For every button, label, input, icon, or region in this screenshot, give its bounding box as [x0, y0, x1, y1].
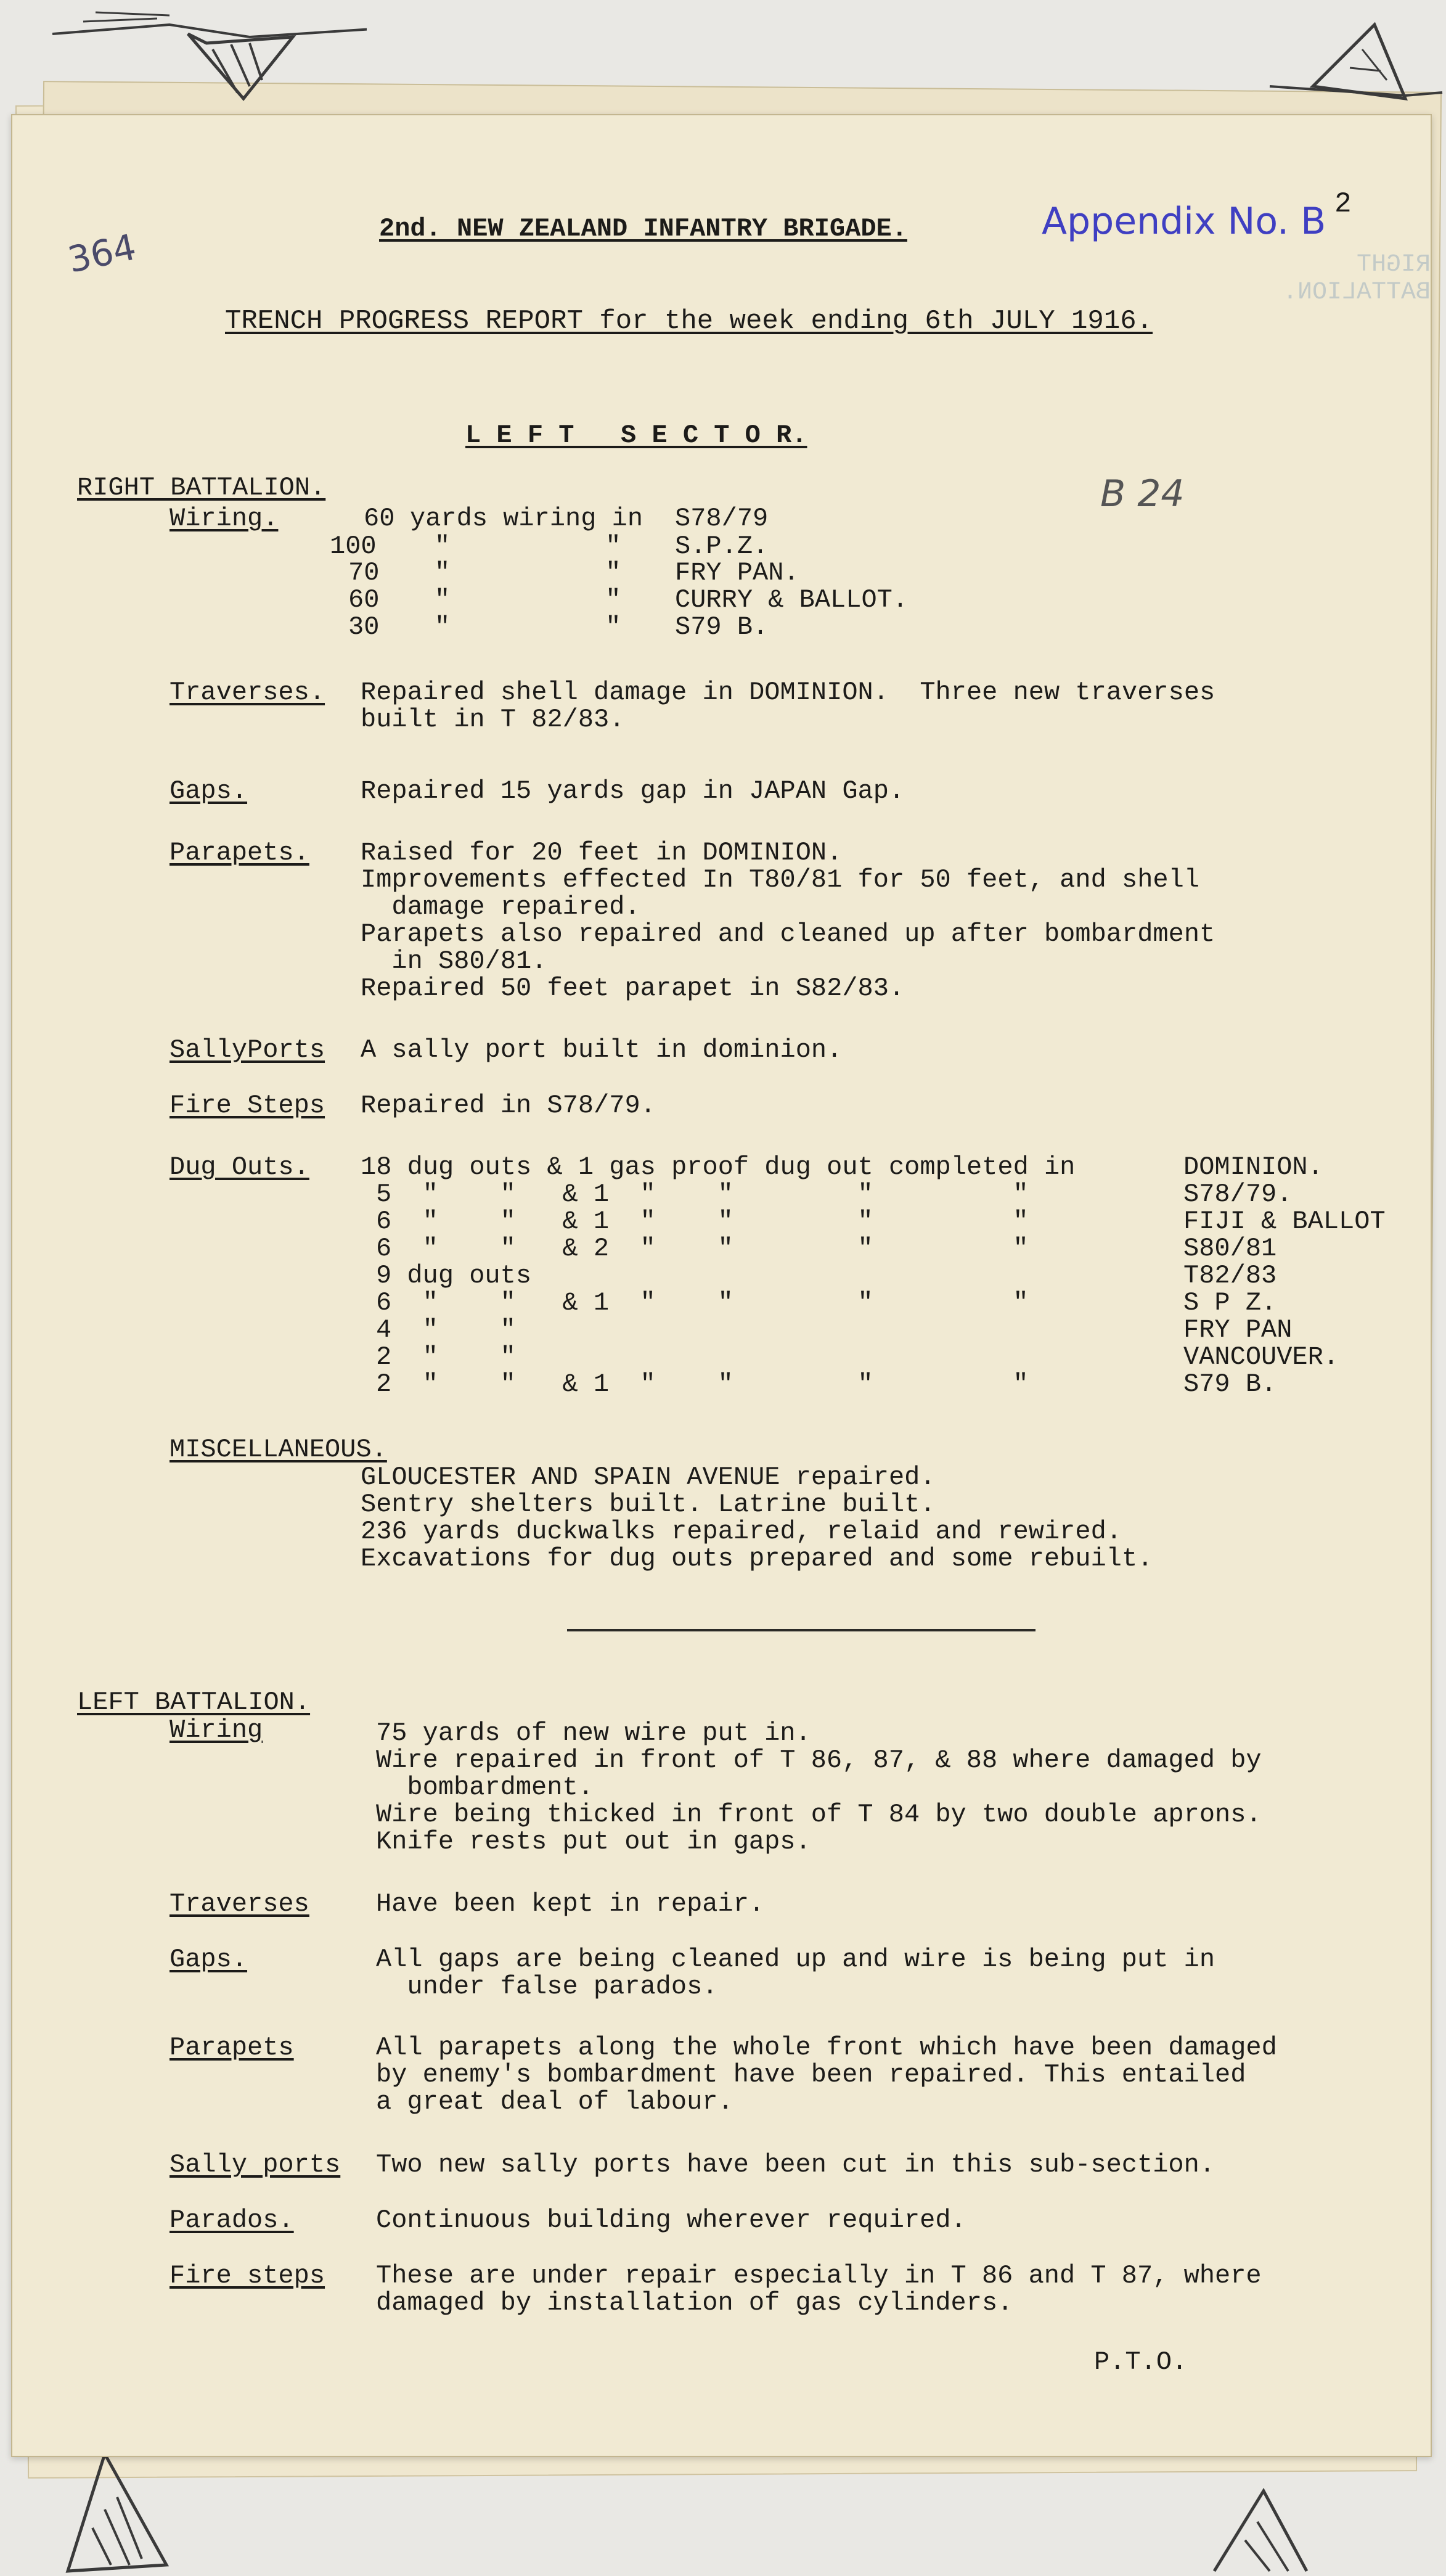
rb-parapets-line: Improvements effected In T80/81 for 50 feet, and shell: [361, 865, 1200, 895]
right-battalion-heading: RIGHT BATTALION.: [77, 473, 326, 502]
rb-wiring-qty: 60: [348, 585, 380, 615]
section-divider: [567, 1629, 1035, 1631]
rb-misc-line: Excavations for dug outs prepared and some rebuilt.: [361, 1544, 1153, 1573]
document-page: [11, 114, 1432, 2457]
pencil-sketch-icon: [1257, 12, 1446, 117]
rb-wiring-qty: 100: [330, 531, 377, 561]
rb-sallyports-label: SallyPorts: [170, 1035, 325, 1065]
rb-gaps-label: Gaps.: [170, 776, 248, 806]
pencil-sketch-icon: [1202, 2479, 1313, 2576]
pencil-annotation: B 24: [1100, 472, 1185, 515]
brigade-heading: 2nd. NEW ZEALAND INFANTRY BRIGADE.: [379, 214, 907, 244]
rb-wiring-desc: yards wiring in: [410, 504, 643, 533]
rb-sallyports-line: A sally port built in dominion.: [361, 1035, 843, 1065]
lb-wiring-label: Wiring: [170, 1715, 263, 1745]
rb-dugouts-desc: 6 " " & 2 " " " ": [376, 1234, 1029, 1263]
rb-dugouts-place: S79 B.: [1183, 1369, 1277, 1399]
rb-traverses-line: built in T 82/83.: [361, 705, 625, 734]
lb-wiring-line: Wire repaired in front of T 86, 87, & 88 where damaged by: [376, 1745, 1262, 1775]
rb-misc-line: GLOUCESTER AND SPAIN AVENUE repaired.: [361, 1462, 936, 1492]
rb-wiring-qty: 60: [364, 504, 395, 533]
lb-wiring-line: Wire being thicked in front of T 84 by two double aprons.: [376, 1800, 1262, 1829]
rb-wiring-place: S78/79: [675, 504, 769, 533]
lb-sallyports-label: Sally ports: [170, 2150, 341, 2180]
rb-dugouts-desc: 18 dug outs & 1 gas proof dug out completed in: [361, 1152, 1076, 1182]
pencil-sketch-icon: [55, 2442, 179, 2576]
pencil-sketch-icon: [46, 0, 367, 105]
rb-wiring-desc: " ": [435, 585, 621, 615]
lb-firesteps-label: Fire steps: [170, 2261, 325, 2291]
lb-parados-label: Parados.: [170, 2205, 294, 2235]
lb-wiring-line: Knife rests put out in gaps.: [376, 1827, 811, 1856]
rb-parapets-line: Repaired 50 feet parapet in S82/83.: [361, 974, 905, 1003]
rb-dugouts-place: T82/83: [1183, 1261, 1277, 1290]
rb-dugouts-place: FRY PAN: [1183, 1315, 1293, 1345]
rb-misc-label: MISCELLANEOUS.: [170, 1435, 387, 1464]
rb-misc-line: 236 yards duckwalks repaired, relaid and rewired.: [361, 1517, 1122, 1546]
lb-traverses-label: Traverses: [170, 1889, 309, 1919]
rb-parapets-label: Parapets.: [170, 838, 309, 868]
rb-wiring-place: FRY PAN.: [675, 558, 799, 588]
lb-parapets-line: a great deal of labour.: [376, 2087, 733, 2117]
rb-parapets-line: Parapets also repaired and cleaned up after bombardment: [361, 919, 1215, 949]
rb-dugouts-desc: 5 " " & 1 " " " ": [376, 1179, 1029, 1209]
rb-wiring-qty: 30: [348, 612, 380, 642]
rb-wiring-label: Wiring.: [170, 504, 279, 533]
rb-dugouts-place: DOMINION.: [1183, 1152, 1323, 1182]
lb-gaps-line: All gaps are being cleaned up and wire is being put in: [376, 1945, 1215, 1974]
rb-wiring-desc: " ": [435, 531, 621, 561]
pto-footer: P.T.O.: [1094, 2347, 1188, 2377]
rb-parapets-line: in S80/81.: [361, 946, 547, 976]
rb-dugouts-label: Dug Outs.: [170, 1152, 309, 1182]
rb-dugouts-desc: 6 " " & 1 " " " ": [376, 1207, 1029, 1236]
rb-parapets-line: damage repaired.: [361, 892, 640, 922]
lb-firesteps-line: damaged by installation of gas cylinders.: [376, 2288, 1013, 2318]
lb-parapets-line: All parapets along the whole front which have been damaged: [376, 2033, 1277, 2062]
lb-wiring-line: bombardment.: [376, 1773, 594, 1802]
lb-parados-line: Continuous building wherever required.: [376, 2205, 966, 2235]
rb-traverses-line: Repaired shell damage in DOMINION. Three new traverses: [361, 678, 1215, 707]
rb-dugouts-place: S P Z.: [1183, 1288, 1277, 1318]
lb-parapets-line: by enemy's bombardment have been repaired. This entailed: [376, 2060, 1246, 2090]
left-battalion-heading: LEFT BATTALION.: [77, 1688, 311, 1717]
rb-gaps-line: Repaired 15 yards gap in JAPAN Gap.: [361, 776, 905, 806]
lb-traverses-line: Have been kept in repair.: [376, 1889, 765, 1919]
rb-dugouts-desc: 9 dug outs: [376, 1261, 532, 1290]
rb-dugouts-desc: 6 " " & 1 " " " ": [376, 1288, 1029, 1318]
rb-dugouts-place: FIJI & BALLOT: [1183, 1207, 1386, 1236]
rb-dugouts-desc: 4 " ": [376, 1315, 516, 1345]
page-number: 364: [64, 226, 140, 281]
rb-firesteps-label: Fire Steps: [170, 1091, 325, 1120]
lb-firesteps-line: These are under repair especially in T 86 and T 87, where: [376, 2261, 1262, 2291]
rb-wiring-qty: 70: [348, 558, 380, 588]
lb-sallyports-line: Two new sally ports have been cut in this sub-section.: [376, 2150, 1215, 2180]
report-title: TRENCH PROGRESS REPORT for the week ending 6th JULY 1916.: [225, 306, 1153, 337]
lb-gaps-label: Gaps.: [170, 1945, 248, 1974]
rb-dugouts-desc: 2 " " & 1 " " " ": [376, 1369, 1029, 1399]
rb-dugouts-desc: 2 " ": [376, 1342, 516, 1372]
lb-gaps-line: under false parados.: [376, 1972, 718, 2001]
rb-wiring-place: S79 B.: [675, 612, 769, 642]
rb-dugouts-place: VANCOUVER.: [1183, 1342, 1339, 1372]
lb-wiring-line: 75 yards of new wire put in.: [376, 1718, 811, 1748]
rb-parapets-line: Raised for 20 feet in DOMINION.: [361, 838, 843, 868]
rb-traverses-label: Traverses.: [170, 678, 325, 707]
bleed-through-text: RIGHT BATTALION.: [1282, 251, 1431, 306]
rb-dugouts-place: S78/79.: [1183, 1179, 1293, 1209]
rb-wiring-desc: " ": [435, 612, 621, 642]
sector-heading: L E F T S E C T O R.: [465, 420, 807, 450]
rb-dugouts-place: S80/81: [1183, 1234, 1277, 1263]
lb-parapets-label: Parapets: [170, 2033, 294, 2062]
rb-wiring-place: CURRY & BALLOT.: [675, 585, 909, 615]
rb-firesteps-line: Repaired in S78/79.: [361, 1091, 656, 1120]
rb-wiring-place: S.P.Z.: [675, 531, 769, 561]
appendix-annotation: Appendix No. B: [1042, 200, 1326, 243]
rb-wiring-desc: " ": [435, 558, 621, 588]
corner-number: 2: [1334, 188, 1352, 220]
rb-misc-line: Sentry shelters built. Latrine built.: [361, 1490, 936, 1519]
